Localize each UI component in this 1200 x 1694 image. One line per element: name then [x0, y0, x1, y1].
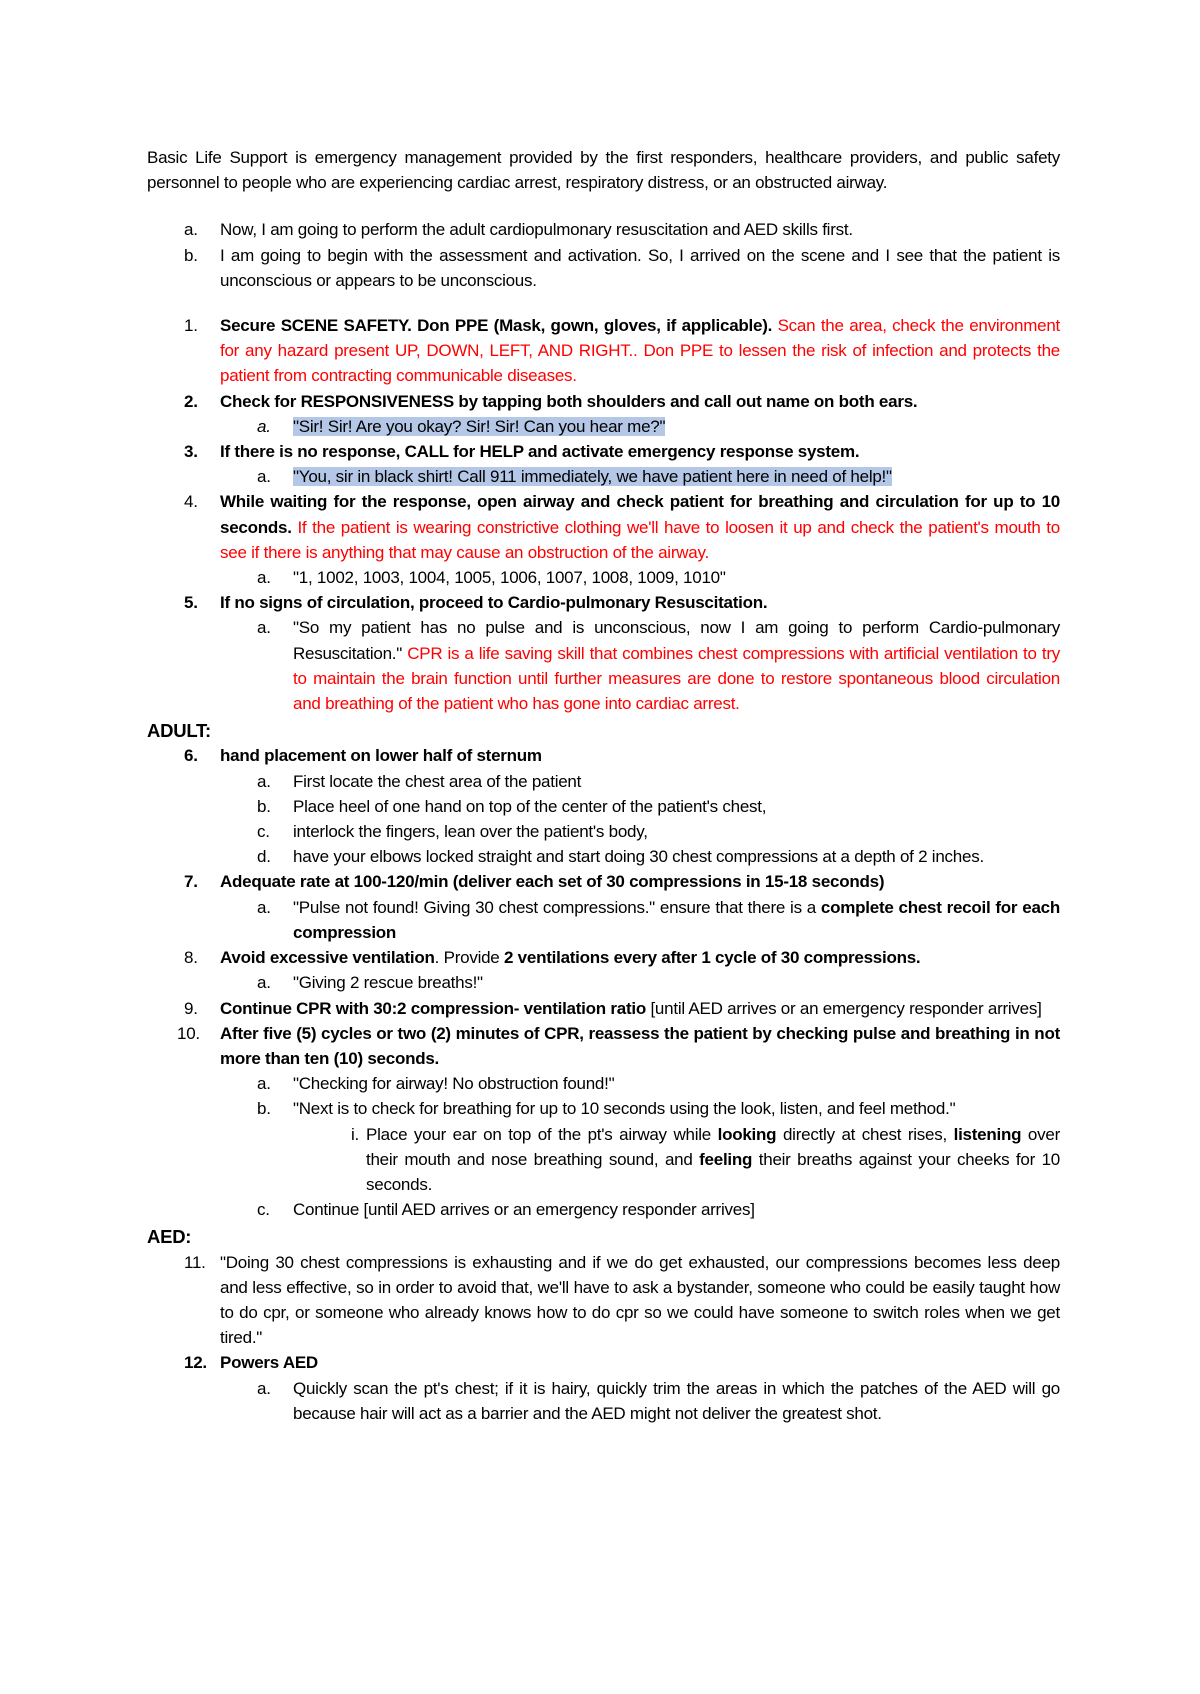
list-label: c.	[257, 822, 270, 842]
step-title: Continue CPR with 30:2 compression- ventilation ratio	[220, 998, 646, 1018]
step-6-d	[147, 844, 1060, 869]
step-7-a	[147, 895, 1060, 945]
step-number: 3.	[184, 442, 198, 462]
step-title: Adequate rate at 100-120/min (deliver each set of 30 compressions in 15-18 seconds)	[220, 872, 885, 892]
step-10-b-i	[147, 1122, 1060, 1198]
step-note: Scan the area, check the environment for any hazard present UP, DOWN, LEFT, AND RIGHT.. Don PPE to lessen the risk of infection and protects the patient from contracting communicable diseases.	[220, 316, 1060, 386]
highlighted-quote: "Sir! Sir! Are you okay? Sir! Sir! Can you hear me?"	[293, 416, 666, 436]
step-number: 5.	[184, 593, 198, 613]
step-10-b	[147, 1096, 1060, 1121]
step-number: 1.	[184, 316, 198, 336]
step-number: 9.	[184, 998, 198, 1018]
emphasis-text: looking	[717, 1124, 777, 1144]
step-text: . Provide	[434, 948, 504, 968]
step-title: While waiting for the response, open airway and check patient for breathing and circulation for up to 10 seconds.	[220, 492, 1060, 537]
list-text: "Checking for airway! No obstruction found!"	[293, 1074, 615, 1094]
step-title: If no signs of circulation, proceed to Cardio-pulmonary Resuscitation.	[220, 593, 768, 613]
highlighted-quote: "You, sir in black shirt! Call 911 immediately, we have patient here in need of help!"	[293, 467, 892, 487]
step-11	[147, 1250, 1060, 1351]
list-text: Place heel of one hand on top of the center of the patient's chest,	[293, 796, 767, 816]
list-text: over their mouth and nose breathing sound, and	[366, 1124, 1060, 1169]
step-title: If there is no response, CALL for HELP and activate emergency response system.	[220, 442, 860, 462]
list-label: d.	[257, 847, 271, 867]
step-10-c	[147, 1197, 1060, 1222]
step-6	[147, 743, 1060, 768]
emphasis-text: feeling	[699, 1149, 753, 1169]
step-note: If the patient is wearing constrictive clothing we'll have to loosen it up and check the patient's mouth to see if there is anything that may cause an obstruction of the airway.	[220, 517, 1060, 562]
step-3-a	[147, 464, 1060, 489]
step-text: "Doing 30 chest compressions is exhausting and if we do get exhausted, our compressions becomes less deep and less effective, so in order to avoid that, we'll have to ask a bystander, someone who could be easily taught how to do cpr, or someone who already knows how to do cpr so we could have someone to switch roles when we get tired."	[220, 1252, 1060, 1348]
step-2-a	[147, 414, 1060, 439]
list-text: "So my patient has no pulse and is unconscious, now I am going to perform Cardio-pulmonary Resuscitation."	[293, 618, 1060, 663]
step-1	[147, 313, 1060, 389]
aed-heading: AED:	[147, 1226, 192, 1248]
list-text: First locate the chest area of the patient	[293, 771, 582, 791]
step-number: 12.	[184, 1353, 207, 1373]
list-text: directly at chest rises,	[776, 1124, 954, 1144]
intro-paragraph: Basic Life Support is emergency management provided by the first responders, healthcare providers, and public safety personnel to people who are experiencing cardiac arrest, respiratory distress, or an obstructed airway.	[147, 148, 1060, 193]
list-text: Now, I am going to perform the adult cardiopulmonary resuscitation and AED skills first.	[220, 220, 853, 240]
list-label: a.	[184, 220, 198, 240]
list-text: Place your ear on top of the pt's airway while	[366, 1124, 718, 1144]
step-number: 4.	[184, 492, 198, 512]
step-4-a	[147, 565, 1060, 590]
step-number: 10.	[177, 1023, 200, 1043]
list-label: a.	[257, 897, 271, 917]
step-10-a	[147, 1071, 1060, 1096]
list-text: their breaths against your cheeks for 10 seconds.	[366, 1149, 1060, 1194]
list-text: I am going to begin with the assessment and activation. So, I arrived on the scene and I see that the patient is unconscious or appears to be unconscious.	[220, 245, 1060, 290]
step-number: 8.	[184, 948, 198, 968]
step-6-c	[147, 819, 1060, 844]
list-label: a.	[257, 416, 271, 436]
step-3	[147, 439, 1060, 464]
step-8-a	[147, 970, 1060, 995]
emphasis-text: listening	[953, 1124, 1022, 1144]
pre-item-a	[147, 217, 1060, 242]
pre-item-b	[147, 243, 1060, 293]
step-title: hand placement on lower half of sternum	[220, 746, 542, 766]
adult-heading: ADULT:	[147, 720, 211, 742]
list-label: a.	[257, 1074, 271, 1094]
step-10	[147, 1021, 1060, 1071]
step-5	[147, 590, 1060, 615]
step-12	[147, 1350, 1060, 1375]
step-text: [until AED arrives or an emergency responder arrives]	[645, 998, 1042, 1018]
list-label: b.	[257, 796, 271, 816]
step-title: Avoid excessive ventilation	[220, 948, 435, 968]
list-label: a.	[257, 467, 271, 487]
list-text: "Next is to check for breathing for up to 10 seconds using the look, listen, and feel method."	[293, 1099, 956, 1119]
step-4	[147, 489, 1060, 565]
step-number: 11.	[184, 1252, 206, 1272]
list-label: a.	[257, 618, 271, 638]
step-6-b	[147, 794, 1060, 819]
list-text: "Giving 2 rescue breaths!"	[293, 973, 483, 993]
list-label: b.	[184, 245, 198, 265]
list-text: Continue [until AED arrives or an emergency responder arrives]	[293, 1200, 755, 1220]
step-title: After five (5) cycles or two (2) minutes of CPR, reassess the patient by checking pulse and breathing in not more than ten (10) seconds.	[220, 1023, 1060, 1068]
step-12-a	[147, 1376, 1060, 1426]
list-label: a.	[257, 771, 271, 791]
step-number: 2.	[184, 391, 198, 411]
step-number: 7.	[184, 872, 198, 892]
list-text: "Pulse not found! Giving 30 chest compressions." ensure that there is a	[293, 897, 821, 917]
list-label: i.	[351, 1124, 359, 1144]
step-2	[147, 389, 1060, 414]
emphasis-text: 2 ventilations every after 1 cycle of 30 compressions.	[503, 948, 921, 968]
list-label: c.	[257, 1200, 270, 1220]
step-title: Check for RESPONSIVENESS by tapping both shoulders and call out name on both ears.	[220, 391, 918, 411]
list-label: b.	[257, 1099, 271, 1119]
step-note: CPR is a life saving skill that combines chest compressions with artificial ventilation to try to maintain the brain function until further measures are done to restore spontaneous blood circulation and breathing of the patient who has gone into cardiac arrest.	[293, 643, 1060, 714]
list-label: a.	[257, 568, 271, 588]
step-8	[147, 945, 1060, 970]
emphasis-text: complete chest recoil for each compression	[293, 897, 1060, 942]
step-title: Powers AED	[220, 1353, 318, 1373]
list-text: have your elbows locked straight and start doing 30 chest compressions at a depth of 2 inches.	[293, 847, 984, 867]
step-number: 6.	[184, 746, 198, 766]
step-9	[147, 996, 1060, 1021]
list-label: a.	[257, 1378, 271, 1398]
document-body	[147, 145, 1060, 1426]
step-title: Secure SCENE SAFETY. Don PPE (Mask, gown, gloves, if applicable).	[220, 316, 773, 336]
list-label: a.	[257, 973, 271, 993]
list-text: Quickly scan the pt's chest; if it is hairy, quickly trim the areas in which the patches of the AED will go because hair will act as a barrier and the AED might not deliver the greatest shot.	[293, 1378, 1060, 1423]
step-6-a	[147, 769, 1060, 794]
list-text: "1, 1002, 1003, 1004, 1005, 1006, 1007, 1008, 1009, 1010"	[293, 568, 726, 588]
list-text: interlock the fingers, lean over the patient's body,	[293, 822, 648, 842]
step-7	[147, 869, 1060, 894]
step-5-a	[147, 615, 1060, 716]
